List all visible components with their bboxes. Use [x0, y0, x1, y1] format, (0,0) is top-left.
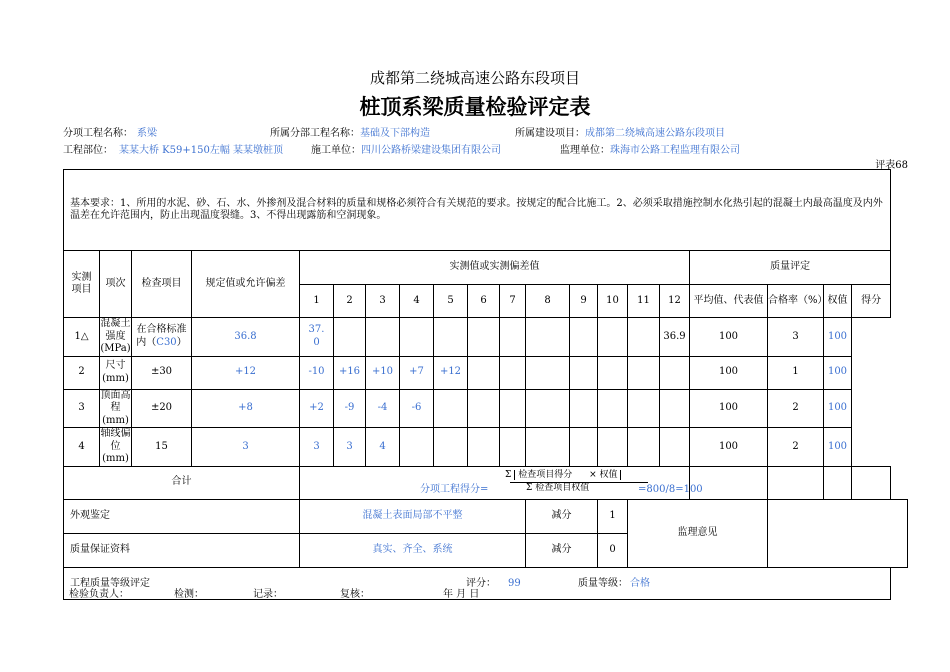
measure-value	[570, 318, 598, 357]
measure-value	[526, 428, 570, 467]
supervisor-field: 监理单位：珠海市公路工程监理有限公司	[560, 145, 740, 156]
qa-value: 真实、齐全、系统	[300, 533, 526, 567]
col-weight-header: 权值	[824, 285, 852, 318]
measure-value	[526, 389, 570, 428]
measure-value: 3	[192, 428, 300, 467]
formula-denominator: Σ 检查项目权值	[526, 482, 590, 493]
measure-value	[500, 428, 526, 467]
measure-value	[598, 318, 628, 357]
formula-numerator: Σ 检查项目得分 × 权值	[505, 470, 621, 481]
row-spec: 15	[132, 428, 192, 467]
measure-value	[628, 389, 660, 428]
col-score-header: 得分	[852, 285, 891, 318]
measure-value: 3	[334, 428, 366, 467]
col-item-header: 检查项目	[132, 251, 192, 318]
measure-value: -4	[366, 389, 400, 428]
tester-label: 检测：	[174, 589, 204, 600]
appearance-value: 混凝土表面局部不平整	[300, 499, 526, 533]
quality-table	[63, 169, 908, 600]
measure-value: +10	[366, 356, 400, 389]
measure-value: +12	[192, 356, 300, 389]
row-spec: ±20	[132, 389, 192, 428]
supervision-label: 监理意见	[628, 499, 768, 567]
row-pass-rate: 100	[690, 356, 768, 389]
measure-value: 36.8	[192, 318, 300, 357]
row-weight: 2	[768, 389, 824, 428]
level-value: 合格	[630, 577, 650, 589]
measure-row	[64, 318, 908, 357]
measure-value	[570, 428, 598, 467]
location-field: 工程部位： 某某大桥 K59+150左幅 某某墩桩顶	[63, 145, 284, 156]
supervision-opinion	[768, 499, 908, 567]
inspector-label: 检验负责人：	[69, 589, 129, 600]
deduct-label: 减分	[526, 499, 598, 533]
project-field: 所属建设项目：成都第二绕城高速公路东段项目	[515, 128, 725, 139]
measure-value	[628, 356, 660, 389]
appearance-deduct: 1	[598, 499, 628, 533]
row-pass-rate: 100	[690, 389, 768, 428]
contractor-field: 施工单位：四川公路桥梁建设集团有限公司	[311, 145, 501, 156]
measure-num: 9	[570, 285, 598, 318]
location-value: 某某大桥 K59+150左幅 某某墩桩顶	[119, 145, 284, 156]
measure-value	[434, 428, 468, 467]
measure-row	[64, 428, 908, 467]
col-avg-header: 平均值、代表值	[690, 285, 768, 318]
measure-value	[400, 318, 434, 357]
measure-value: 3	[300, 428, 334, 467]
col-quality-header: 质量评定	[690, 251, 891, 285]
measure-value	[334, 318, 366, 357]
score-formula	[300, 466, 703, 499]
measure-value	[598, 356, 628, 389]
measure-value: -10	[300, 356, 334, 389]
measure-value: -6	[400, 389, 434, 428]
measure-value	[598, 389, 628, 428]
measure-num: 11	[628, 285, 660, 318]
measure-value: +8	[192, 389, 300, 428]
measure-value	[570, 356, 598, 389]
measure-value	[628, 318, 660, 357]
measure-value	[366, 318, 400, 357]
project-subtitle: 成都第二绕城高速公路东段项目	[369, 69, 580, 87]
qa-deduct: 0	[598, 533, 628, 567]
measure-value: +7	[400, 356, 434, 389]
measure-num: 3	[366, 285, 400, 318]
row-average	[660, 428, 690, 467]
deduct-label: 减分	[526, 533, 598, 567]
measure-row	[64, 356, 908, 389]
row-score: 100	[824, 428, 852, 467]
row-score: 100	[824, 389, 852, 428]
measure-num: 10	[598, 285, 628, 318]
section-label: 实测项目	[64, 251, 100, 318]
row-item: 尺寸(mm)	[100, 356, 132, 389]
measure-value: +2	[300, 389, 334, 428]
score-label: 评分：	[466, 577, 496, 589]
division-value: 基础及下部构造	[360, 128, 430, 139]
measure-value: +16	[334, 356, 366, 389]
row-item: 混凝土强度(MPa)	[100, 318, 131, 354]
col-spec-header: 规定值或允许偏差	[192, 251, 300, 318]
measure-value: -9	[334, 389, 366, 428]
col-pass-header: 合格率（%）	[768, 285, 824, 318]
row-item: 顶面高程(mm)	[100, 389, 131, 426]
measure-value	[468, 356, 500, 389]
measure-row	[64, 389, 908, 428]
measure-value	[400, 428, 434, 467]
row-item: 轴线偏位(mm)	[100, 428, 131, 464]
subitem-value: 系梁	[137, 128, 157, 139]
subitem-field: 分项工程名称： 系梁	[63, 128, 157, 139]
qa-label: 质量保证资料	[64, 533, 300, 567]
appearance-label: 外观鉴定	[64, 499, 300, 533]
measure-num: 1	[300, 285, 334, 318]
level-label: 质量等级：	[578, 577, 628, 589]
row-weight: 1	[768, 356, 824, 389]
row-seq: 1△	[64, 318, 100, 357]
measure-value	[468, 389, 500, 428]
division-field: 所属分部工程名称：基础及下部构造	[270, 128, 430, 139]
formula-result: =800/8=100	[638, 483, 703, 495]
measure-num: 4	[400, 285, 434, 318]
col-seq-header: 项次	[100, 251, 132, 318]
measure-num: 8	[526, 285, 570, 318]
row-average	[660, 356, 690, 389]
measure-value	[468, 428, 500, 467]
recorder-label: 记录：	[253, 589, 283, 600]
measure-value	[570, 389, 598, 428]
measure-num: 2	[334, 285, 366, 318]
row-seq: 2	[64, 356, 100, 389]
page-title: 桩顶系梁质量检验评定表	[359, 95, 591, 119]
formula-prefix: 分项工程得分=	[420, 483, 489, 495]
contractor-value: 四川公路桥梁建设集团有限公司	[361, 145, 501, 156]
measure-num: 7	[500, 285, 526, 318]
measure-value	[434, 389, 468, 428]
measure-value: 37.0	[300, 318, 334, 357]
total-label: 合计	[64, 466, 300, 499]
row-spec: 在合格标准内（C30）	[132, 318, 192, 357]
measure-value	[500, 356, 526, 389]
measure-value	[628, 428, 660, 467]
measure-num: 12	[660, 285, 690, 318]
row-average: 36.9	[660, 318, 690, 357]
row-pass-rate: 100	[690, 428, 768, 467]
measure-num: 5	[434, 285, 468, 318]
reviewer-label: 复核：	[340, 589, 370, 600]
row-seq: 3	[64, 389, 100, 428]
measure-value	[526, 356, 570, 389]
measure-num: 6	[468, 285, 500, 318]
date-label: 年 月 日	[443, 589, 480, 600]
measure-value	[500, 389, 526, 428]
row-score: 100	[824, 356, 852, 389]
measure-value: +12	[434, 356, 468, 389]
form-number: 评表68	[875, 160, 908, 171]
row-spec: ±30	[132, 356, 192, 389]
row-score: 100	[824, 318, 852, 357]
row-pass-rate: 100	[690, 318, 768, 357]
project-value: 成都第二绕城高速公路东段项目	[585, 128, 725, 139]
measure-value	[500, 318, 526, 357]
row-average	[660, 389, 690, 428]
measure-value: 4	[366, 428, 400, 467]
row-weight: 3	[768, 318, 824, 357]
score-value: 99	[508, 577, 521, 589]
row-weight: 2	[768, 428, 824, 467]
row-seq: 4	[64, 428, 100, 467]
measure-value	[468, 318, 500, 357]
measure-value	[434, 318, 468, 357]
col-measured-header: 实测值或实测偏差值	[300, 251, 690, 285]
supervisor-value: 珠海市公路工程监理有限公司	[610, 145, 740, 156]
measure-value	[526, 318, 570, 357]
grade-label: 工程质量等级评定	[70, 577, 150, 589]
measure-value	[598, 428, 628, 467]
basic-requirements: 基本要求：1、所用的水泥、砂、石、水、外掺剂及混合材料的质量和规格必须符合有关规范的要求。按规定的配合比施工。2、必须采取措施控制水化热引起的混凝土内最高温度及内外温差在允许范围内，防止出现温度裂缝。3、不得出现露筋和空洞现象。	[64, 170, 891, 251]
